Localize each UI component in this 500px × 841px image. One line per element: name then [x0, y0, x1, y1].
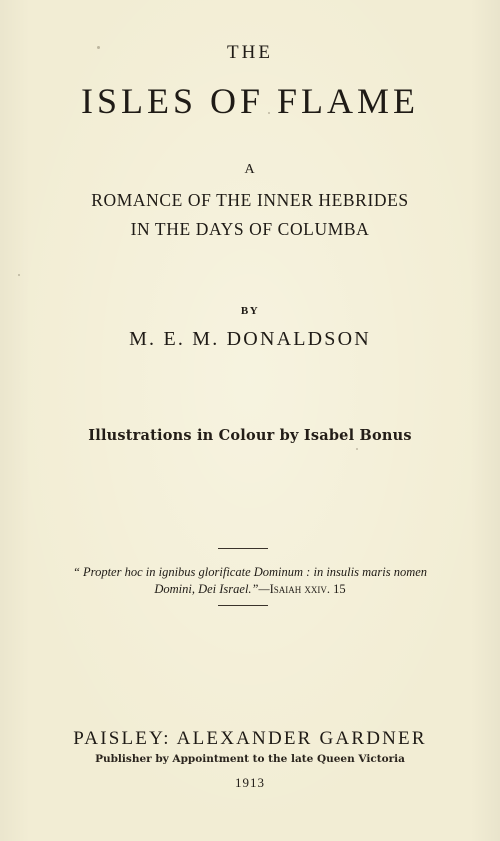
epigraph-line-2	[0, 582, 500, 597]
publication-year: 1913	[235, 775, 265, 790]
subtitle-line-1: ROMANCE OF THE INNER HEBRIDES	[91, 190, 409, 210]
paper-speck	[18, 274, 20, 276]
illustrations-credit: Illustrations in Colour by Isabel Bonus	[88, 427, 412, 444]
epigraph-line-1: “ Propter hoc in ignibus glorificate Dominum : in insulis maris nomen	[72, 565, 428, 579]
subtitle-article: A	[244, 162, 256, 177]
by-label: BY	[240, 305, 260, 317]
epigraph-text: Domini, Dei Israel.”—	[154, 582, 270, 596]
title-the: THE	[227, 42, 273, 63]
subtitle-line-2: IN THE DAYS OF COLUMBA	[130, 219, 370, 239]
paper-speck	[97, 46, 100, 49]
epigraph-reference: Isaiah xxiv. 15	[269, 582, 346, 596]
royal-appointment: Publisher by Appointment to the late Queen Victoria	[95, 753, 405, 765]
author-name: M. E. M. DONALDSON	[129, 328, 371, 350]
paper-speck	[268, 112, 270, 114]
paper-speck	[356, 448, 358, 450]
publisher-imprint: PAISLEY: ALEXANDER GARDNER	[73, 728, 427, 749]
book-title: ISLES OF FLAME	[80, 81, 420, 121]
quote-top-rule	[218, 548, 268, 549]
quote-bottom-rule	[218, 605, 268, 606]
